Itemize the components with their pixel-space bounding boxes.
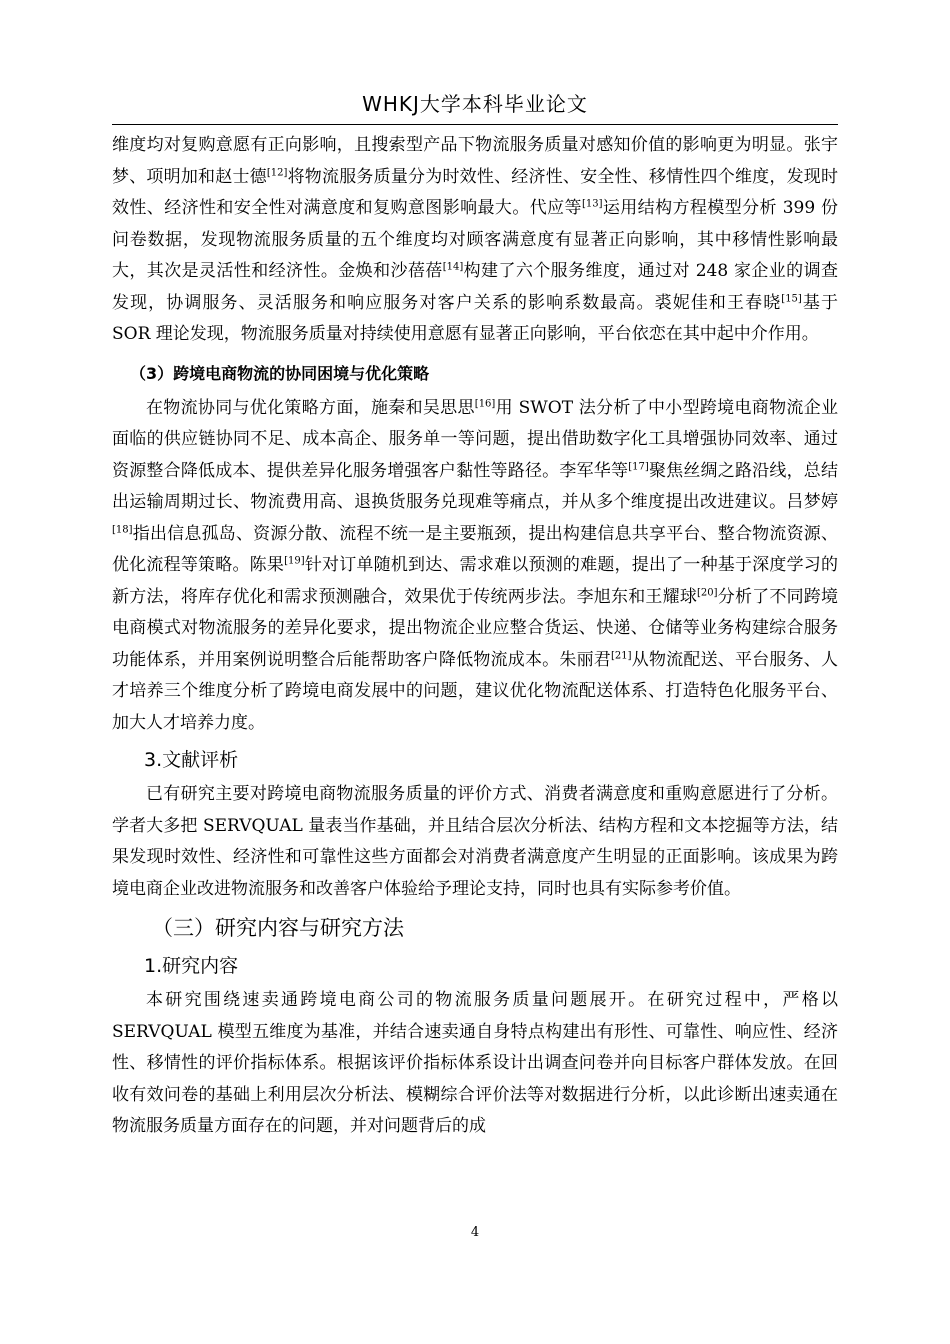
paragraph-text: 将物流服务质量分为时效性、经济性、安全性、移情性四个维度，发现时效性、经济性和安全性对满意度和复购意图影响最大。代应等 — [112, 166, 838, 218]
subsection-heading-3: （3）跨境电商物流的协同困境与优化策略 — [130, 363, 430, 383]
paragraph-text: 在物流协同与优化策略方面，施秦和吴思思 — [146, 397, 475, 418]
paragraph-logistics-coordination — [112, 393, 838, 740]
citation-ref: [14] — [442, 261, 464, 273]
page-body — [112, 130, 838, 1143]
paragraph-research-content: 本研究围绕速卖通跨境电商公司的物流服务质量问题展开。在研究过程中，严格以 SERVQUAL 模型五维度为基准，并结合速卖通自身特点构建出有形性、可靠性、响应性、经济性、移情性的评价指标体系。根据该评价指标体系设计出调查问卷并向目标客户群体发放。在回收有效问卷的基础上利用层次分析法、模糊综合评价法等对数据进行分析，以此诊断出速卖通在物流服务质量方面存在的问题，并对问题背后的成 — [112, 990, 838, 1136]
paragraph-literature-review: 已有研究主要对跨境电商物流服务质量的评价方式、消费者满意度和重购意愿进行了分析。学者大多把 SERVQUAL 量表当作基础，并且结合层次分析法、结构方程和文本挖掘等方法，结果发现时效性、经济性和可靠性这些方面都会对消费者满意度产生明显的正面影响。该成果为跨境电商企业改进物流服务和改善客户体验给予理论支持，同时也具有实际参考价值。 — [112, 784, 838, 899]
paragraph-text: 指出信息孤岛、资源分散、流程不统一是主要瓶颈，提出构建信息共享平台、整合物流资源、优化流程等策略。陈果 — [112, 523, 838, 575]
citation-ref: [19] — [284, 555, 305, 567]
paragraph-text: 聚焦丝绸之路沿线，总结出运输周期过长、物流费用高、退换货服务兑现难等痛点，并从多个维度提出改进建议。吕梦婷 — [112, 460, 839, 512]
citation-ref: [20] — [697, 586, 718, 598]
citation-ref: [15] — [781, 292, 802, 304]
paragraph-text: 从物流配送、平台服务、人才培养三个维度分析了跨境电商发展中的问题，建议优化物流配送体系、打造特色化服务平台、加大人才培养力度。 — [112, 649, 839, 733]
running-header: WHKJ大学本科毕业论文 — [362, 92, 588, 116]
paragraph-text: 基于 SOR 理论发现，物流服务质量对持续使用意愿有显著正向影响，平台依恋在其中起中介作用。 — [112, 292, 839, 344]
citation-ref: [17] — [628, 460, 649, 472]
citation-ref: [12] — [266, 166, 288, 178]
citation-ref: [16] — [474, 397, 496, 409]
paragraph-text: 用 SWOT 法分析了中小型跨境电商物流企业面临的供应链协同不足、成本高企、服务单一等问题，提出借助数字化工具增强协同效率、通过资源整合降低成本、提供差异化服务增强客户黏性等路径。李军华等 — [112, 397, 839, 481]
page-number: 4 — [470, 1225, 480, 1240]
header-rule — [112, 124, 838, 125]
section-heading-literature-review: 3.文献评析 — [144, 749, 239, 771]
paragraph-text: 针对订单随机到达、需求难以预测的难题，提出了一种基于深度学习的新方法，将库存优化和需求预测融合，效果优于传统两步法。李旭东和王耀球 — [112, 555, 839, 607]
citation-ref: [21] — [611, 649, 632, 661]
section-heading-research-content: 1.研究内容 — [144, 955, 239, 977]
paragraph-service-quality-review — [112, 130, 838, 351]
citation-ref: [13] — [581, 198, 603, 210]
paragraph-text: 运用结构方程模型分析 399 份问卷数据，发现物流服务质量的五个维度均对顾客满意度有显著正向影响，其中移情性影响最大，其次是灵活性和经济性。金焕和沙蓓蓓 — [112, 198, 838, 281]
paragraph-text: 维度均对复购意愿有正向影响，且搜索型产品下物流服务质量对感知价值的影响更为明显。张宇梦、项明加和赵士德 — [112, 135, 838, 187]
paragraph-text: 分析了不同跨境电商模式对物流服务的差异化要求，提出物流企业应整合货运、快递、仓储等业务构建综合服务功能体系，并用案例说明整合后能帮助客户降低物流成本。朱丽君 — [112, 586, 839, 670]
chapter-heading-research-content-methods: （三）研究内容与研究方法 — [152, 916, 404, 940]
citation-ref: [18] — [112, 523, 133, 535]
paragraph-text: 构建了六个服务维度，通过对 248 家企业的调查发现，协调服务、灵活服务和响应服务对客户关系的影响系数最高。裘妮佳和王春晓 — [112, 261, 838, 313]
